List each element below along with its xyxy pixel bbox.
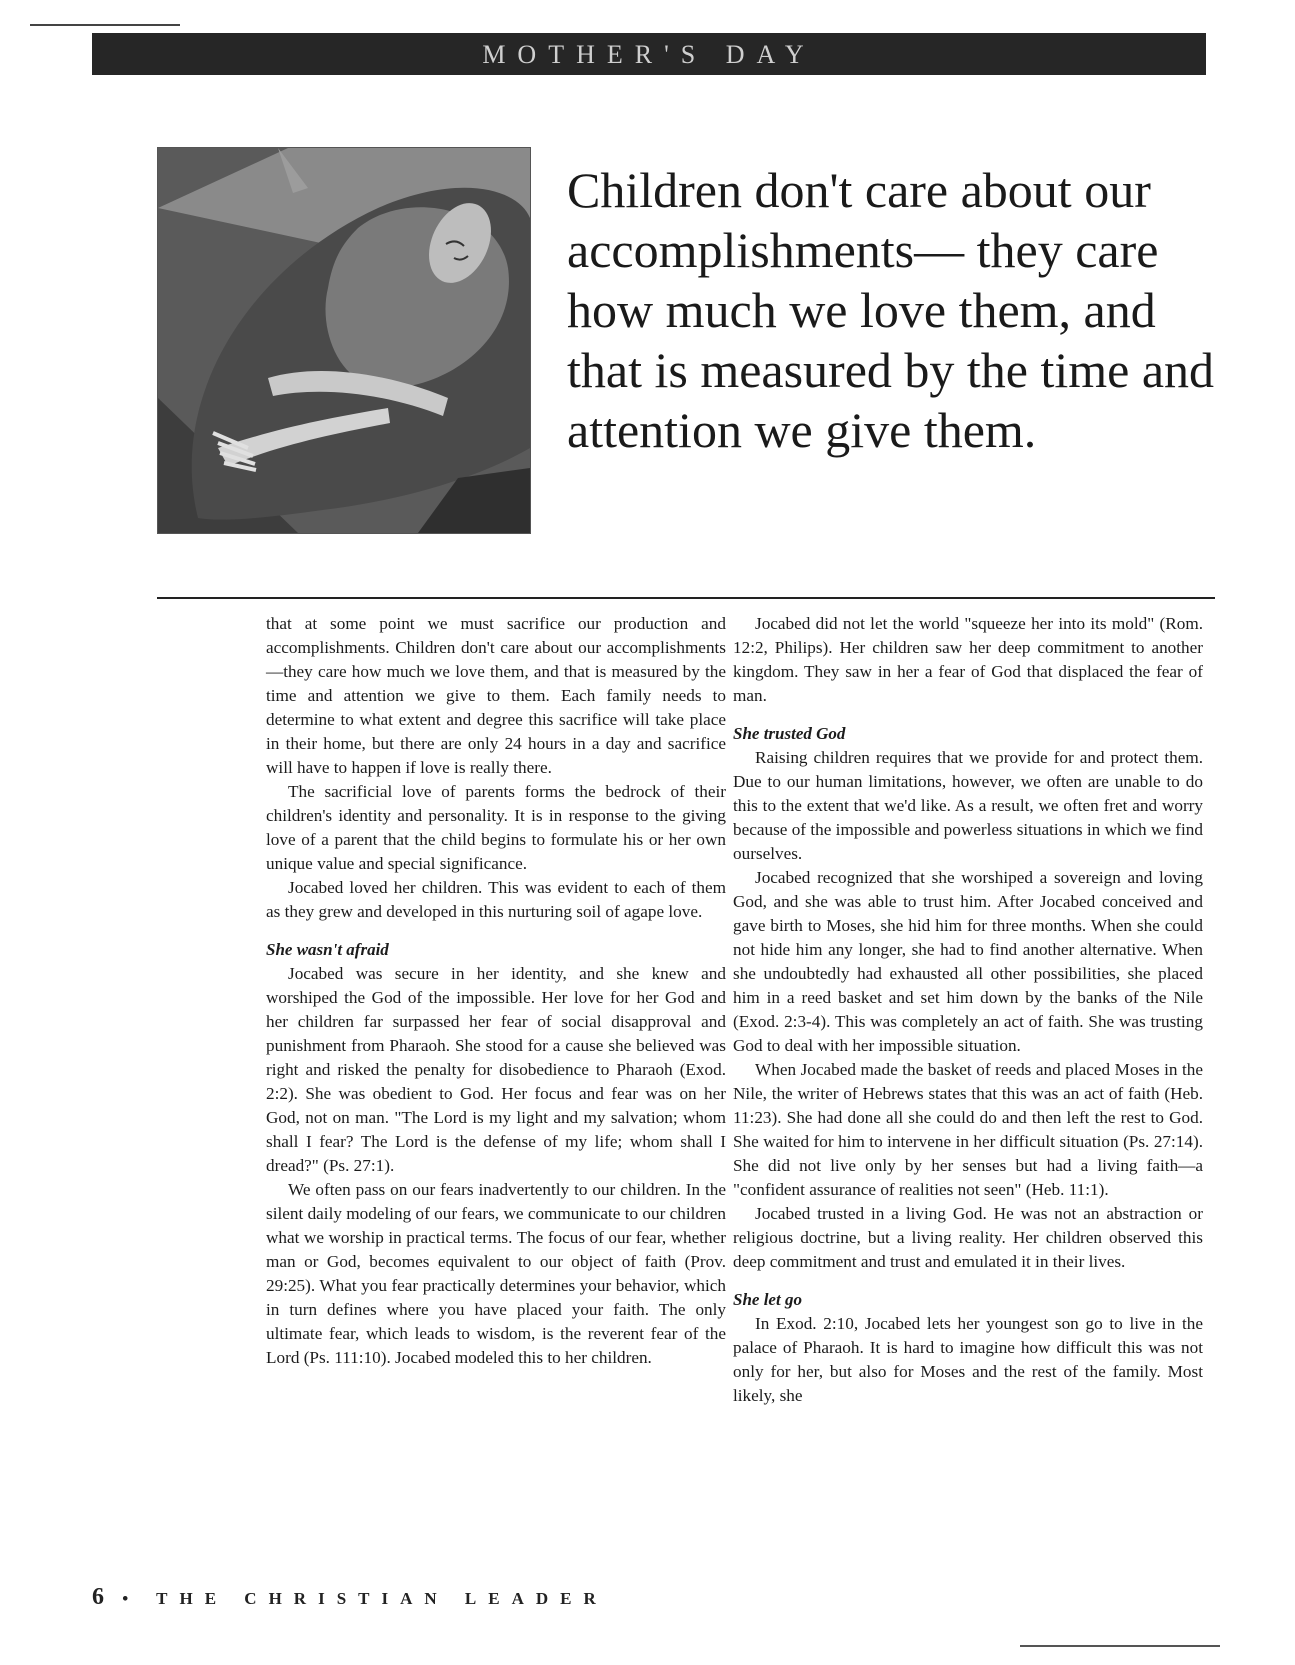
top-rule — [30, 24, 180, 26]
left-column — [266, 612, 726, 1370]
paragraph: Jocabed recognized that she worshiped a sovereign and loving God, and she was able to trust him. After Jocabed conceived and gave birth to Moses, she hid him for three months. When she could not hide him any longer, she had to find another alternative. When she undoubtedly had exhausted all other possibilities, she placed him in a reed basket and set him down by the banks of the Nile (Exod. 2:3-4). This was completely an act of faith. She was trusting God to deal with her impossible situation. — [733, 868, 1203, 1055]
bullet-separator: • — [122, 1589, 141, 1608]
paragraph: The sacrificial love of parents forms the bedrock of their children's identity and personality. It is in response to the giving love of a parent that the child begins to formulate his or her own unique value and special significance. — [266, 782, 726, 873]
publication-name: THE CHRISTIAN LEADER — [156, 1589, 608, 1608]
paragraph: When Jocabed made the basket of reeds and placed Moses in the Nile, the writer of Hebrews states that this was an act of faith (Heb. 11:23). She had done all she could do and then left the rest to God. She waited for him to intervene in her difficult situation (Ps. 27:14). She did not live only by her senses but had a living faith—a "confident assurance of realities not seen" (Heb. 11:1). — [733, 1060, 1203, 1199]
paragraph: Jocabed loved her children. This was evident to each of them as they grew and developed in this nurturing soil of agape love. — [266, 878, 726, 921]
page-footer — [92, 1584, 608, 1611]
right-column — [733, 612, 1203, 1408]
pull-quote: Children don't care about our accomplishments— they care how much we love them, and that is measured by the time and attention we give them. — [567, 162, 1215, 458]
mother-holding-baby-illustration — [157, 147, 531, 534]
page-number: 6 — [92, 1584, 106, 1610]
corner-rule — [1020, 1645, 1220, 1647]
section-banner: MOTHER'S DAY — [92, 33, 1206, 75]
paragraph: Jocabed trusted in a living God. He was not an abstraction or religious doctrine, but a living reality. Her children observed this deep commitment and trust and emulated it in their lives. — [733, 1204, 1203, 1271]
subheading: She let go — [733, 1290, 802, 1309]
paragraph: We often pass on our fears inadvertently to our children. In the silent daily modeling of our fears, we communicate to our children what we worship in practical terms. The focus of our fear, whether man or God, becomes equivalent to our object of faith (Prov. 29:25). What you fear practically determines your behavior, which in turn defines where you have placed your faith. The only ultimate fear, which leads to wisdom, is the reverent fear of the Lord (Ps. 111:10). Jocabed modeled this to her children. — [266, 1180, 726, 1367]
paragraph: Jocabed was secure in her identity, and she knew and worshiped the God of the impossible. Her love for her God and her children far surpassed her fear of social disapproval and punishment from Pharaoh. She stood for a cause she believed was right and risked the penalty for disobedience to Pharaoh (Exod. 2:2). She was obedient to God. Her focus and fear was on her God, not on man. "The Lord is my light and my salvation; whom shall I fear? The Lord is the defense of my life; whom shall I dread?" (Ps. 27:1). — [266, 964, 726, 1175]
paragraph: Raising children requires that we provide for and protect them. Due to our human limitations, however, we often are unable to do this to the extent that we'd like. As a result, we often fret and worry because of the impossible and powerless situations in which we find ourselves. — [733, 748, 1203, 863]
section-divider — [157, 597, 1215, 599]
paragraph: Jocabed did not let the world "squeeze her into its mold" (Rom. 12:2, Philips). Her children saw her deep commitment to another kingdom. They saw in her a fear of God that displaced the fear of man. — [733, 614, 1203, 705]
subheading: She trusted God — [733, 724, 846, 743]
paragraph: In Exod. 2:10, Jocabed lets her youngest son go to live in the palace of Pharaoh. It is hard to imagine how difficult this was not only for her, but also for Moses and the rest of the family. Most likely, she — [733, 1314, 1203, 1405]
paragraph: that at some point we must sacrifice our production and accomplishments. Children don't care about our accomplishments—they care how much we love them, and that is measured by the time and attention we give to them. Each family needs to determine to what extent and degree this sacrifice will take place in their home, but there are only 24 hours in a day and sacrifice will have to happen if love is really there. — [266, 614, 726, 777]
subheading: She wasn't afraid — [266, 940, 389, 959]
